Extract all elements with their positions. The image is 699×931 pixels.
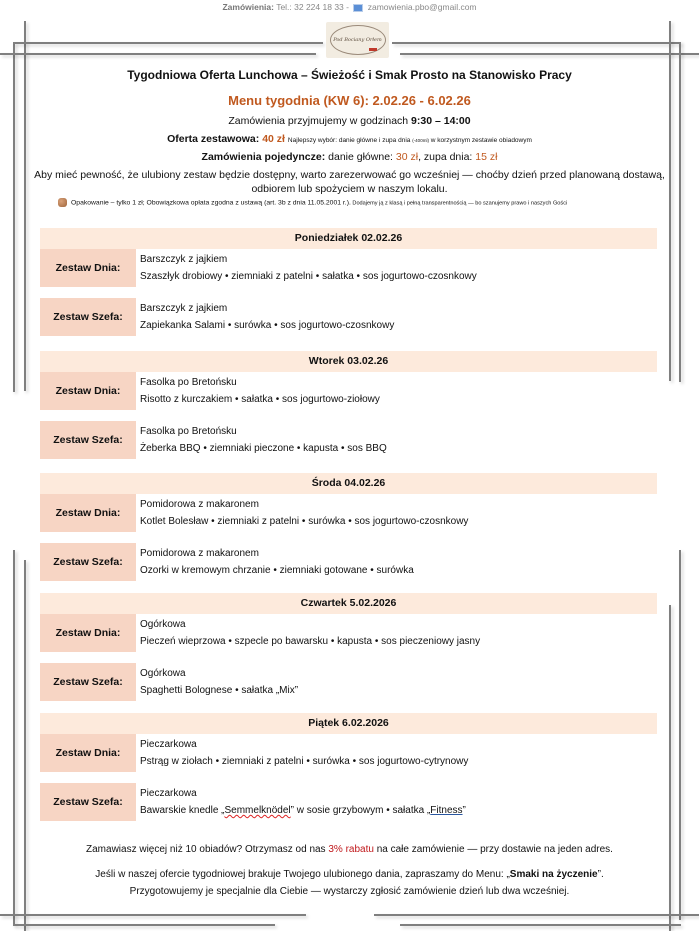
reservation-note-line2: odbiorem lub spożyciem w naszym lokalu. [251, 183, 448, 195]
set-items [136, 614, 480, 652]
on-demand-note [0, 866, 699, 900]
day-section-monday [40, 228, 657, 336]
main-dish: Szaszłyk drobiowy • ziemniaki z patelni • sałatka • sos jogurtowo-czosnkowy [140, 271, 477, 282]
main-dish: Zapiekanka Salami • surówka • sos jogurtowo-czosnkowy [140, 320, 395, 331]
logo-tag [369, 48, 377, 51]
soup: Fasolka po Bretońsku [140, 377, 237, 388]
packaging-small-text: Dodajemy ją z klasą i pełną transparentnością — bo szanujemy prawo i naszych Gości [350, 200, 568, 207]
reservation-note-line1: Aby mieć pewność, że ulubiony zestaw będzie dostępny, warto zarezerwować go wcześniej — choćby dzień przed planowaną dostawą, [34, 169, 665, 181]
main-dish-part: ” w sosie grzybowym • sałatka „ [290, 805, 431, 816]
set-row [40, 372, 657, 410]
main-dish-label: danie główne: [325, 151, 396, 163]
soup-price: 15 zł [475, 151, 498, 163]
set-items [136, 298, 394, 336]
set-offer [0, 133, 699, 145]
set-items [136, 421, 387, 459]
discount-text-end: na całe zamówienie — przy dostawie na jeden adres. [373, 844, 613, 855]
on-demand-text-end: ”. [597, 869, 604, 880]
main-dish: Spaghetti Bolognese • sałatka „Mix” [140, 685, 299, 696]
set-row [40, 614, 657, 652]
email-icon [353, 4, 363, 12]
orders-label: Zamówienia: [222, 2, 274, 12]
spellcheck-word: Semmelknödel [224, 805, 291, 816]
soup: Barszczyk z jajkiem [140, 303, 228, 314]
soup: Barszczyk z jajkiem [140, 254, 228, 265]
discount-note [0, 844, 699, 855]
set-items [136, 249, 477, 287]
main-dish: Pieczeń wieprzowa • szpecle po bawarsku • kapusta • sos pieczeniowy jasny [140, 636, 481, 647]
set-label: Zestaw Dnia: [40, 494, 136, 532]
set-row [40, 421, 657, 459]
single-orders-label: Zamówienia pojedyncze: [201, 151, 326, 163]
set-row [40, 663, 657, 701]
set-row [40, 494, 657, 532]
frame-line [374, 914, 699, 916]
phone-number[interactable]: Tel.: 32 224 18 33 - [276, 2, 349, 12]
packaging-text: Opakowanie – tylko 1 zł; Obowiązkowa opłata zgodna z ustawą (art. 3b z dnia 11.05.2001 r.). [71, 199, 351, 207]
grammar-word: Fitness [430, 805, 463, 816]
day-header: Środa 04.02.26 [40, 473, 657, 494]
discount-text: Zamawiasz więcej niż 10 obiadów? Otrzymasz od nas [86, 844, 329, 855]
set-items [136, 734, 468, 772]
set-offer-price: 40 zł [262, 133, 285, 145]
on-demand-text: Jeśli w naszej ofercie tygodniowej brakuje Twojego ulubionego dania, zapraszamy do Menu: „ [95, 869, 510, 880]
day-header: Poniedziałek 02.02.26 [40, 228, 657, 249]
reservation-note [0, 168, 699, 196]
logo-text: Pod Bociany Orłem [333, 37, 382, 43]
on-demand-menu-name: Smaki na życzenie [509, 869, 598, 880]
frame-line [679, 550, 681, 920]
order-hours-value: 9:30 – 14:00 [411, 115, 471, 127]
packaging-note [58, 198, 567, 207]
set-label: Zestaw Dnia: [40, 249, 136, 287]
frame-line [0, 914, 306, 916]
set-label: Zestaw Szefa: [40, 298, 136, 336]
soup-label: , zupa dnia: [418, 151, 476, 163]
soup: Pomidorowa z makaronem [140, 548, 259, 559]
set-items [136, 783, 466, 821]
set-row [40, 734, 657, 772]
main-dish: Risotto z kurczakiem • sałatka • sos jogurtowo-ziołowy [140, 394, 380, 405]
frame-line [392, 42, 681, 44]
set-label: Zestaw Dnia: [40, 614, 136, 652]
contact-header [0, 2, 699, 12]
frame-line [400, 53, 699, 55]
soup: Ogórkowa [140, 619, 186, 630]
set-offer-desc-end: w korzystnym zestawie obiadowym [428, 137, 532, 144]
frame-line [13, 42, 323, 44]
set-offer-label: Oferta zestawowa: [167, 133, 260, 145]
menu-week-subtitle: Menu tygodnia (KW 6): 2.02.26 - 6.02.26 [228, 93, 471, 108]
set-label: Zestaw Szefa: [40, 783, 136, 821]
day-section-friday [40, 713, 657, 821]
soup: Pieczarkowa [140, 788, 197, 799]
soup: Fasolka po Bretońsku [140, 426, 237, 437]
day-header: Piątek 6.02.2026 [40, 713, 657, 734]
set-label: Zestaw Dnia: [40, 734, 136, 772]
main-dish [140, 802, 466, 819]
logo-emblem [330, 25, 386, 55]
day-header: Czwartek 5.02.2026 [40, 593, 657, 614]
set-row [40, 298, 657, 336]
set-items [136, 494, 468, 532]
soup: Pomidorowa z makaronem [140, 499, 259, 510]
package-icon [58, 198, 67, 207]
day-header: Wtorek 03.02.26 [40, 351, 657, 372]
set-row [40, 543, 657, 581]
single-orders [0, 151, 699, 163]
set-offer-volume: (-400ml) [412, 138, 429, 143]
main-dish-price: 30 zł [395, 151, 419, 163]
day-section-wednesday [40, 473, 657, 581]
email-link[interactable]: zamowienia.pbo@gmail.com [367, 2, 477, 12]
frame-line [400, 924, 681, 926]
main-dish: Pstrąg w ziołach • ziemniaki z patelni • surówka • sos jogurtowo-cytrynowy [140, 756, 469, 767]
set-label: Zestaw Szefa: [40, 543, 136, 581]
set-label: Zestaw Szefa: [40, 663, 136, 701]
set-items [136, 543, 414, 581]
set-offer-desc: Najlepszy wybór: danie główne i zupa dnia [287, 137, 413, 144]
soup: Ogórkowa [140, 668, 186, 679]
set-items [136, 372, 380, 410]
main-dish-part: Bawarskie knedle „ [140, 805, 225, 816]
set-label: Zestaw Dnia: [40, 372, 136, 410]
order-hours-prefix: Zamówienia przyjmujemy w godzinach [228, 115, 412, 127]
order-hours [0, 115, 699, 127]
on-demand-line2: Przygotowujemy je specjalnie dla Ciebie — wystarczy zgłosić zamówienie dzień lub dwa wcześniej. [129, 886, 570, 897]
frame-line [0, 53, 316, 55]
set-row [40, 783, 657, 821]
page-title: Tygodniowa Oferta Lunchowa – Świeżość i Smak Prosto na Stanowisko Pracy [127, 68, 572, 82]
main-dish: Kotlet Bolesław • ziemniaki z patelni • surówka • sos jogurtowo-czosnkowy [140, 516, 469, 527]
main-dish-part: ” [462, 805, 466, 816]
set-items [136, 663, 298, 701]
day-section-thursday [40, 593, 657, 701]
discount-highlight: 3% rabatu [328, 844, 374, 855]
set-row [40, 249, 657, 287]
set-label: Zestaw Szefa: [40, 421, 136, 459]
main-dish: Żeberka BBQ • ziemniaki pieczone • kapusta • sos BBQ [140, 443, 387, 454]
frame-line [13, 924, 275, 926]
restaurant-logo [326, 22, 389, 58]
day-section-tuesday [40, 351, 657, 459]
soup: Pieczarkowa [140, 739, 197, 750]
main-dish: Ozorki w kremowym chrzanie • ziemniaki gotowane • surówka [140, 565, 414, 576]
